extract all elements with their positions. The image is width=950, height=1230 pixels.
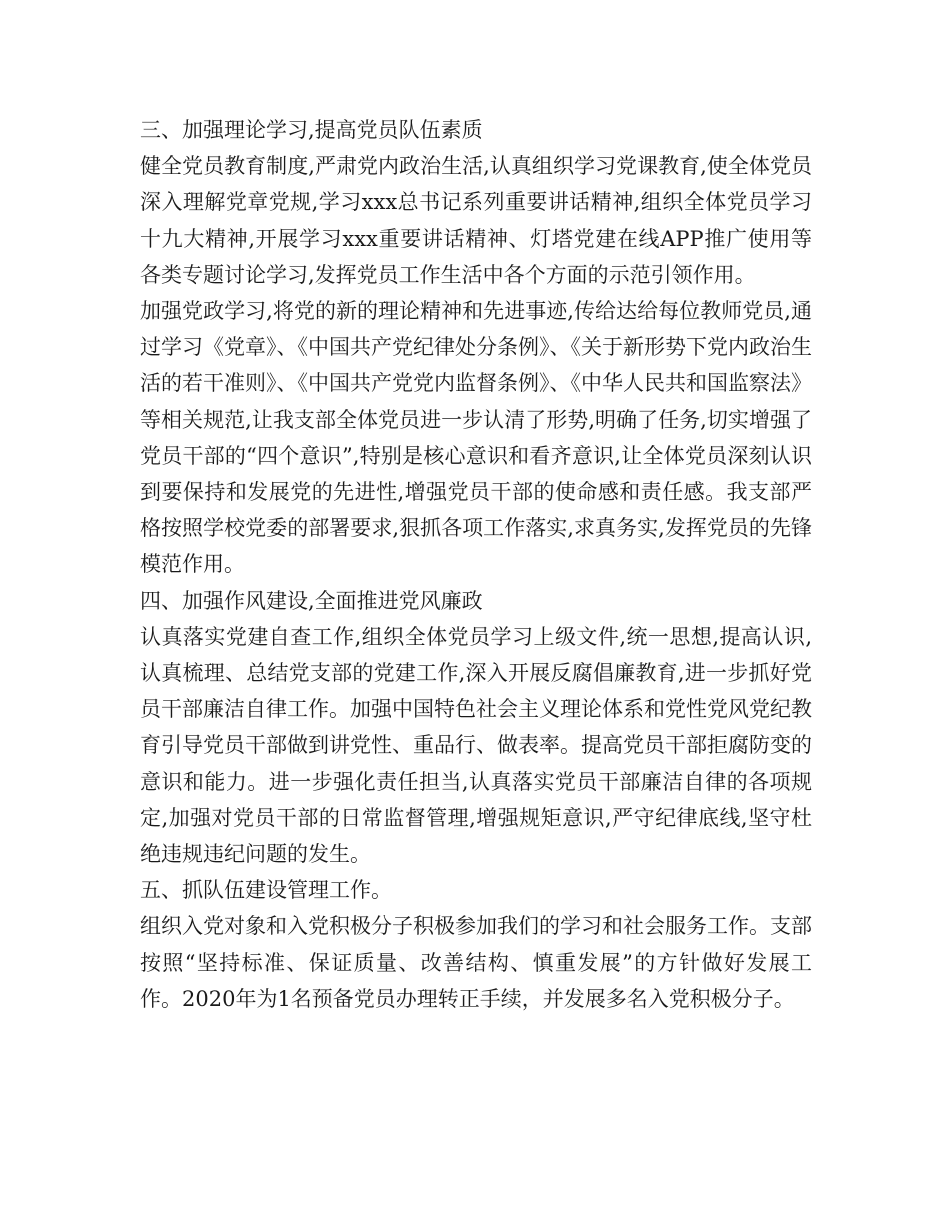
document-body [140,112,812,1017]
section-5-heading: 五、抓队伍建设管理工作。 [140,878,392,903]
section-3-paragraph-1: 健全党员教育制度,严肃党内政治生活,认真组织学习党课教育,使全体党员深入理解党章党规,学习xxx总书记系列重要讲话精神,组织全体党员学习十九大精神,开展学习xxx重要讲话精神、灯塔党建在线APP推广使用等各类专题讨论学习,发挥党员工作生活中各个方面的示范引领作用。 [140,154,812,287]
section-3-heading: 三、加强理论学习,提高党员队伍素质 [140,118,483,142]
section-4-heading: 四、加强作风建设,全面推进党风廉政 [140,588,483,613]
section-4-paragraph-1: 认真落实党建自查工作,组织全体党员学习上级文件,统一思想,提高认识,认真梳理、总结党支部的党建工作,深入开展反腐倡廉教育,进一步抓好党员干部廉洁自律工作。加强中国特色社会主义理论体系和党性党风党纪教育引导党员干部做到讲党性、重品行、做表率。提高党员干部拒腐防变的意识和能力。进一步强化责任担当,认真落实党员干部廉洁自律的各项规定,加强对党员干部的日常监督管理,增强规矩意识,严守纪律底线,坚守杜绝违规违纪问题的发生。 [140,624,812,867]
section-3-paragraph-2: 加强党政学习,将党的新的理论精神和先进事迹,传给达给每位教师党员,通过学习《党章》、《中国共产党纪律处分条例》、《关于新形势下党内政治生活的若干准则》、《中国共产党党内监督条例》、《中华人民共和国监察法》等相关规范,让我支部全体党员进一步认清了形势,明确了任务,切实增强了党员干部的“四个意识”,特别是核心意识和看齐意识,让全体党员深刻认识到要保持和发展党的先进性,增强党员干部的使命感和责任感。我支部严格按照学校党委的部署要求,狠抓各项工作落实,求真务实,发挥党员的先锋模范作用。 [140,299,812,577]
section-5-paragraph-1: 组织入党对象和入党积极分子积极参加我们的学习和社会服务工作。支部按照“坚持标准、保证质量、改善结构、慎重发展”的方针做好发展工作。2020年为1名预备党员办理转正手续，并发展多名入党积极分子。 [140,914,812,1011]
